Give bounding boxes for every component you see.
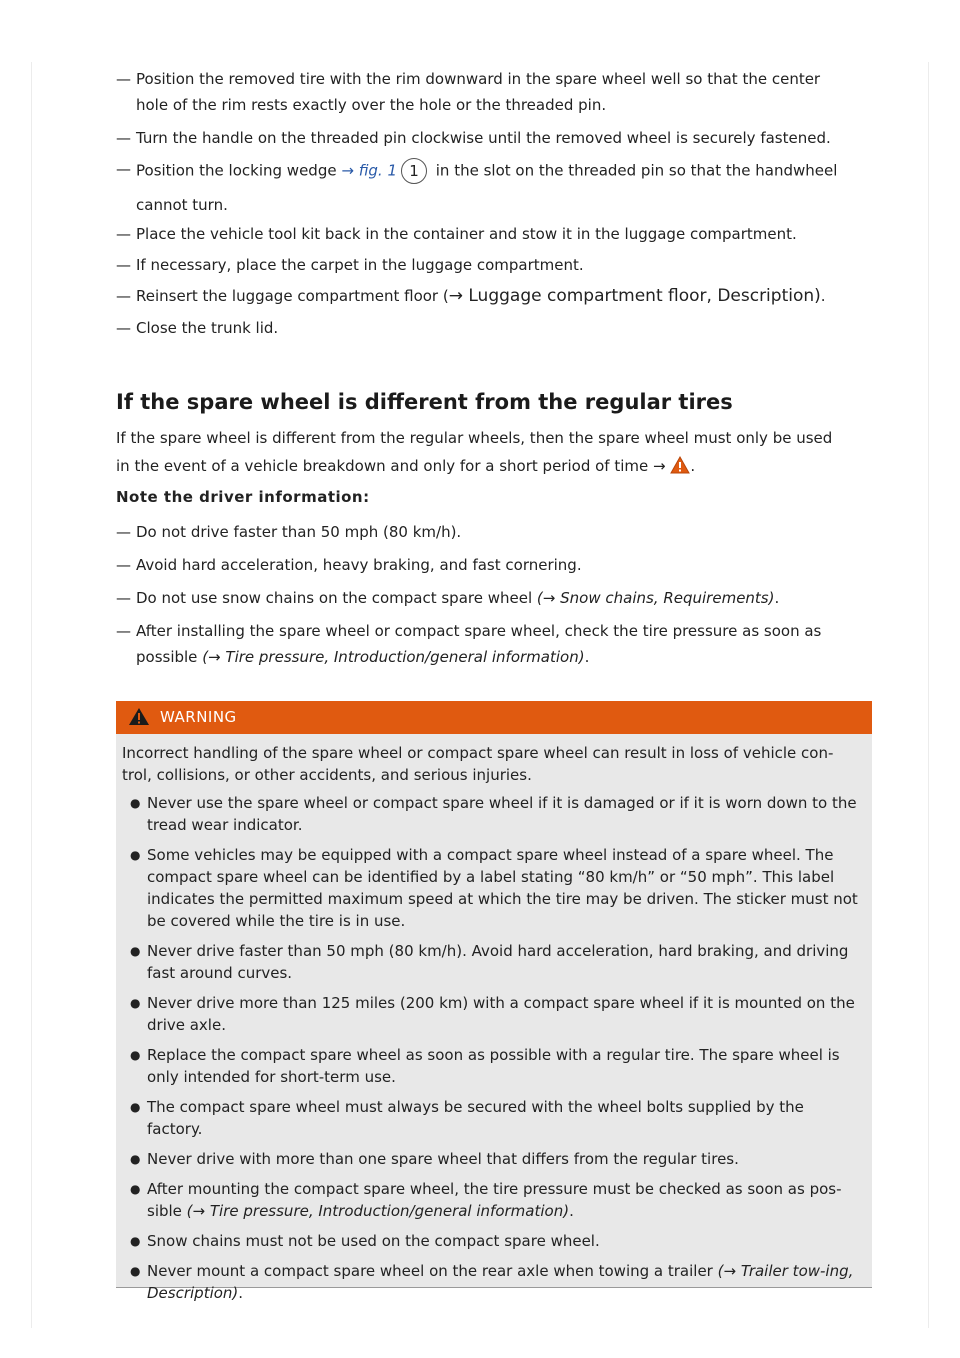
bullet-dot-icon: ●	[130, 796, 141, 810]
step-text: Do not drive faster than 50 mph (80 km/h).	[136, 523, 462, 541]
step-text-cont: hole of the rim rests exactly over the hole or the threaded pin.	[136, 96, 607, 114]
dash-bullet: —	[116, 556, 131, 574]
bullet-dot-icon: ●	[130, 1234, 141, 1248]
driver-info-item	[116, 620, 876, 668]
step-text: Place the vehicle tool kit back in the container and stow it in the luggage compartment.	[136, 225, 797, 243]
dash-bullet: —	[116, 256, 131, 274]
bullet-dot-icon: ●	[130, 1152, 141, 1166]
warning-item	[116, 992, 872, 1036]
step-text-cont: cannot turn.	[136, 196, 228, 214]
dash-bullet: —	[116, 523, 131, 541]
warning-item	[116, 844, 872, 932]
callout-badge: 1	[401, 158, 427, 184]
arrow-right-icon: →	[448, 286, 463, 306]
warning-list	[116, 792, 872, 1304]
warning-item	[116, 792, 872, 836]
step-item	[116, 223, 876, 245]
warning-item-text: After mounting the compact spare wheel, the tire pressure must be checked as soon as pos-sible	[147, 1180, 842, 1220]
warning-item	[116, 1148, 872, 1170]
step-item	[116, 127, 876, 149]
warning-header	[116, 701, 872, 734]
bullet-dot-icon: ●	[130, 1048, 141, 1062]
driver-info-item	[116, 554, 876, 576]
step-text: Avoid hard acceleration, heavy braking, and fast cornering.	[136, 556, 582, 574]
step-text	[116, 285, 876, 307]
dash-bullet: —	[116, 319, 131, 337]
warning-item-text: Some vehicles may be equipped with a compact spare wheel instead of a spare wheel. The compact spare wheel can be identified by a label stating “80 km/h” or “50 mph”. This label indicates the permitted maximum speed at which the tire may be driven. The sticker must not be covered while the tire is in use.	[147, 846, 858, 930]
warning-box	[116, 701, 872, 1302]
step-text-post: .	[774, 589, 780, 607]
cross-reference-label: Luggage compartment floor, Description)	[468, 286, 821, 306]
warning-item-text: Never drive faster than 50 mph (80 km/h). Avoid hard acceleration, hard braking, and driving fast around curves.	[147, 942, 849, 982]
cross-reference-label: Tire pressure, Introduction/general information)	[209, 1202, 570, 1220]
warning-item-text: The compact spare wheel must always be secured with the wheel bolts supplied by the factory.	[147, 1098, 804, 1138]
bullet-dot-icon: ●	[130, 1182, 141, 1196]
step-text-pre: Do not use snow chains on the compact spare wheel	[136, 589, 537, 607]
step-item	[116, 317, 876, 339]
step-text: Position the removed tire with the rim downward in the spare wheel well so that the center	[136, 70, 821, 88]
figure-link-label: fig. 1	[358, 161, 397, 180]
step-item	[116, 158, 876, 216]
step-text-cont: possible (→ Tire pressure, Introduction/general information).	[136, 648, 590, 666]
step-text-pre: Position the locking wedge	[136, 161, 342, 180]
section-title: If the spare wheel is different from the regular tires	[116, 390, 733, 414]
warning-item	[116, 1096, 872, 1140]
dash-bullet: —	[116, 129, 131, 147]
bullet-dot-icon: ●	[130, 1100, 141, 1114]
arrow-right-icon: →	[192, 1202, 206, 1220]
step-text-pre: Reinsert the luggage compartment floor (	[136, 287, 449, 305]
step-text: Close the trunk lid.	[136, 319, 279, 337]
step-text-post: .	[820, 287, 826, 305]
step-item	[116, 68, 876, 116]
arrow-right-icon: →	[723, 1262, 737, 1280]
step-text-pre: possible	[136, 648, 203, 666]
dash-bullet: —	[116, 287, 131, 305]
dash-bullet: —	[116, 589, 131, 607]
warning-item-text: Never use the spare wheel or compact spare wheel if it is damaged or if it is worn down to the tread wear indicator.	[147, 794, 857, 834]
warning-item	[116, 1044, 872, 1088]
arrow-right-icon: →	[542, 589, 556, 607]
driver-info-item	[116, 587, 876, 609]
page-left-rule	[31, 62, 32, 1328]
dash-bullet: —	[116, 225, 131, 243]
warning-item-text: Never drive more than 125 miles (200 km) with a compact spare wheel if it is mounted on the drive axle.	[147, 994, 855, 1034]
arrow-right-icon: →	[341, 161, 354, 180]
step-text: Turn the handle on the threaded pin clockwise until the removed wheel is securely fastened.	[136, 129, 831, 147]
cross-reference-link[interactable]: (→ Trailer tow-ing, Description)	[147, 1262, 854, 1302]
bullet-dot-icon: ●	[130, 996, 141, 1010]
step-text	[116, 587, 876, 609]
bullet-dot-icon: ●	[130, 848, 141, 862]
cross-reference-link[interactable]: (→ Snow chains, Requirements)	[536, 589, 775, 607]
warning-item	[116, 940, 872, 984]
intro-paragraph-line: in the event of a vehicle breakdown and only for a short period of time → .	[116, 452, 876, 483]
step-text: If necessary, place the carpet in the luggage compartment.	[136, 256, 584, 274]
intro-text: in the event of a vehicle breakdown and only for a short period of time	[116, 457, 649, 475]
cross-reference-label: Snow chains, Requirements)	[560, 589, 775, 607]
driver-info-item	[116, 521, 876, 543]
cross-reference-label: Tire pressure, Introduction/general information)	[225, 648, 585, 666]
note-heading: Note the driver information:	[116, 488, 370, 506]
step-item	[116, 254, 876, 276]
step-item	[116, 285, 876, 307]
bullet-dot-icon: ●	[130, 944, 141, 958]
dash-bullet: —	[116, 622, 131, 640]
arrow-right-icon: →	[653, 457, 666, 475]
warning-triangle-icon	[128, 705, 150, 738]
cross-reference-link[interactable]: (→ Tire pressure, Introduction/general information)	[186, 1202, 570, 1220]
dash-bullet: —	[116, 70, 131, 88]
bullet-dot-icon: ●	[130, 1264, 141, 1278]
intro-paragraph-line: If the spare wheel is different from the regular wheels, then the spare wheel must only be used	[116, 429, 833, 447]
warning-item-text: Snow chains must not be used on the compact spare wheel.	[147, 1232, 600, 1250]
dash-bullet: —	[116, 160, 131, 178]
arrow-right-icon: →	[208, 648, 221, 666]
warning-title: WARNING	[160, 708, 237, 726]
warning-item	[116, 1230, 872, 1252]
cross-reference-label: Trailer tow-ing, Description)	[147, 1262, 854, 1302]
warning-item-text: Never mount a compact spare wheel on the rear axle when towing a trailer	[147, 1262, 718, 1280]
page-right-rule	[928, 62, 929, 1328]
cross-reference-link[interactable]: (→ Tire pressure, Introduction/general information)	[202, 648, 585, 666]
warning-item: ● Never mount a compact spare wheel on the rear axle when towing a trailer (→ Trailer tow-ing, Description).	[130, 1262, 854, 1302]
cross-reference-link[interactable]	[449, 286, 821, 306]
step-text: After installing the spare wheel or compact spare wheel, check the tire pressure as soon as	[136, 622, 822, 640]
warning-item: ● After mounting the compact spare wheel, the tire pressure must be checked as soon as pos-sible (→ Tire pressure, Introduction/general information).	[130, 1180, 842, 1220]
warning-triangle-icon[interactable]	[670, 455, 690, 483]
warning-intro: Incorrect handling of the spare wheel or compact spare wheel can result in loss of vehicle con-trol, collisions, or other accidents, and serious injuries.	[122, 744, 834, 784]
step-text	[116, 158, 876, 184]
step-text-post: in the slot on the threaded pin so that the handwheel	[431, 161, 838, 180]
warning-item-text: Never drive with more than one spare wheel that differs from the regular tires.	[147, 1150, 739, 1168]
warning-item-text: Replace the compact spare wheel as soon as possible with a regular tire. The spare wheel is only intended for short-term use.	[147, 1046, 840, 1086]
figure-link[interactable]	[341, 162, 397, 180]
